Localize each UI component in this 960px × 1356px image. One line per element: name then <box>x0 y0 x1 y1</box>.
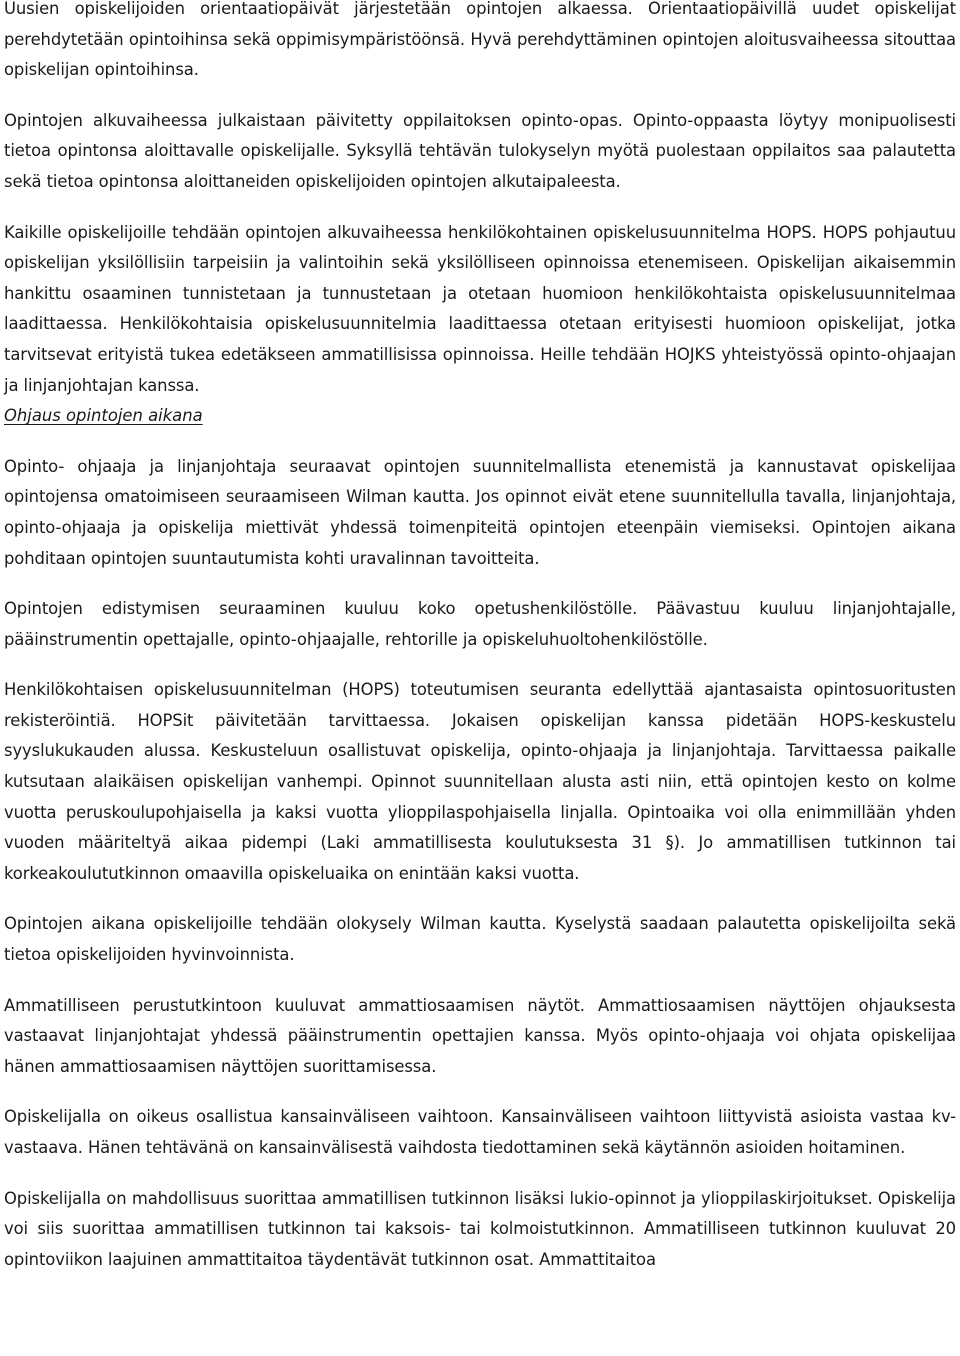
paragraph-skills-demonstrations: Ammatilliseen perustutkintoon kuuluvat ammattiosaamisen näytöt. Ammattiosaamisen näyttöjen ohjauksesta vastaavat linjanjohtajat yhdessä pääinstrumentin opettajien kanssa. Myös opinto-ohjaaja voi ohjata opiskelijaa hänen ammattiosaamisen näyttöjen suorittamisessa. <box>4 995 956 1076</box>
paragraph-double-degree: Opiskelijalla on mahdollisuus suorittaa ammatillisen tutkinnon lisäksi lukio-opinnot ja ylioppilaskirjoitukset. Opiskelija voi siis suorittaa ammatillisen tutkinnon tai kaksois- tai kolmoistutkinnon. Ammatilliseen tutkinnon kuuluvat 20 opintoviikon laajuinen ammattitaitoa täydentävät tutkinnon osat. Ammattitaitoa <box>4 1188 956 1269</box>
paragraph-guidance: Opinto- ohjaaja ja linjanjohtaja seuraavat opintojen suunnitelmallista etenemistä ja kannustavat opiskelijaa opintojensa omatoimiseen seuraamiseen Wilman kautta. Jos opinnot eivät etene suunnitellulla tavalla, linjanjohtaja, opinto-ohjaaja ja opiskelija miettivät yhdessä toimenpiteitä opintojen eteenpäin viemiseksi. Opintojen aikana pohditaan opintojen suuntautumista kohti uravalinnan tavoitteita. <box>4 456 956 568</box>
paragraph-study-guide: Opintojen alkuvaiheessa julkaistaan päivitetty oppilaitoksen opinto-opas. Opinto-oppaasta löytyy monipuolisesti tietoa opintonsa aloittavalle opiskelijalle. Syksyllä tehtävän tulokyselyn myötä puolestaan oppilaitos saa palautetta sekä tietoa opintonsa aloittaneiden opiskelijoiden opintojen alkutaipaleesta. <box>4 110 956 191</box>
paragraph-hops: Kaikille opiskelijoille tehdään opintojen alkuvaiheessa henkilökohtainen opiskelusuunnitelma HOPS. HOPS pohjautuu opiskelijan yksilöllisiin tarpeisiin ja valintoihin sekä yksilölliseen opinnoissa etenemiseen. Opiskelijan aikaisemmin hankittu osaaminen tunnistetaan ja tunnustetaan ja otetaan huomioon henkilökohtaista opiskelusuunnitelmaa laadittaessa. Henkilökohtaisia opiskelusuunnitelmia laadittaessa otetaan erityisesti huomioon opiskelijat, jotka tarvitsevat erityistä tukea edetäkseen ammatillisissa opinnoissa. Heille tehdään HOJKS yhteistyössä opinto-ohjaajan ja linjanjohtajan kanssa. <box>4 222 956 395</box>
paragraph-progress-monitoring: Opintojen edistymisen seuraaminen kuuluu koko opetushenkilöstölle. Päävastuu kuuluu linjanjohtajalle, pääinstrumentin opettajalle, opinto-ohjaajalle, rehtorille ja opiskeluhuoltohenkilöstölle. <box>4 599 956 649</box>
paragraph-orientation: Uusien opiskelijoiden orientaatiopäivät järjestetään opintojen alkaessa. Orientaatiopäivillä uudet opiskelijat perehdytetään opintoihinsa sekä oppimisympäristöönsä. Hyvä perehdyttäminen opintojen aloitusvaiheessa sitouttaa opiskelijan opintoihinsa. <box>4 0 956 80</box>
section-heading: Ohjaus opintojen aikana <box>4 406 203 426</box>
paragraph-international-exchange: Opiskelijalla on oikeus osallistua kansainväliseen vaihtoon. Kansainväliseen vaihtoon liittyvistä asioista vastaa kv-vastaava. Hänen tehtävänä on kansainvälisestä vaihdosta tiedottaminen sekä käytännön asioiden hoitaminen. <box>4 1107 956 1157</box>
paragraph-hops-follow-up: Henkilökohtaisen opiskelusuunnitelman (HOPS) toteutumisen seuranta edellyttää ajantasaista opintosuoritusten rekisteröintiä. HOPSit päivitetään tarvittaessa. Jokaisen opiskelijan kanssa pidetään HOPS-keskustelu syyslukukauden alussa. Keskusteluun osallistuvat opiskelija, opinto-ohjaaja ja linjanjohtaja. Tarvittaessa paikalle kutsutaan alaikäisen opiskelijan vanhempi. Opinnot suunnitellaan alusta asti niin, että opintojen kesto on kolme vuotta peruskoulupohjaisella ja kaksi vuotta ylioppilaspohjaisella linjalla. Opintoaika voi olla enimmillään yhden vuoden määriteltyä aikaa pidempi (Laki ammatillisesta koulutuksesta 31 §). Jo ammatillisen tutkinnon tai korkeakoulututkinnon omaavilla opiskeluaika on enintään kaksi vuotta. <box>4 680 956 883</box>
document-page <box>4 0 956 1275</box>
paragraph-wellbeing-survey: Opintojen aikana opiskelijoille tehdään olokysely Wilman kautta. Kyselystä saadaan palautetta opiskelijoilta sekä tietoa opiskelijoiden hyvinvoinnista. <box>4 914 956 965</box>
